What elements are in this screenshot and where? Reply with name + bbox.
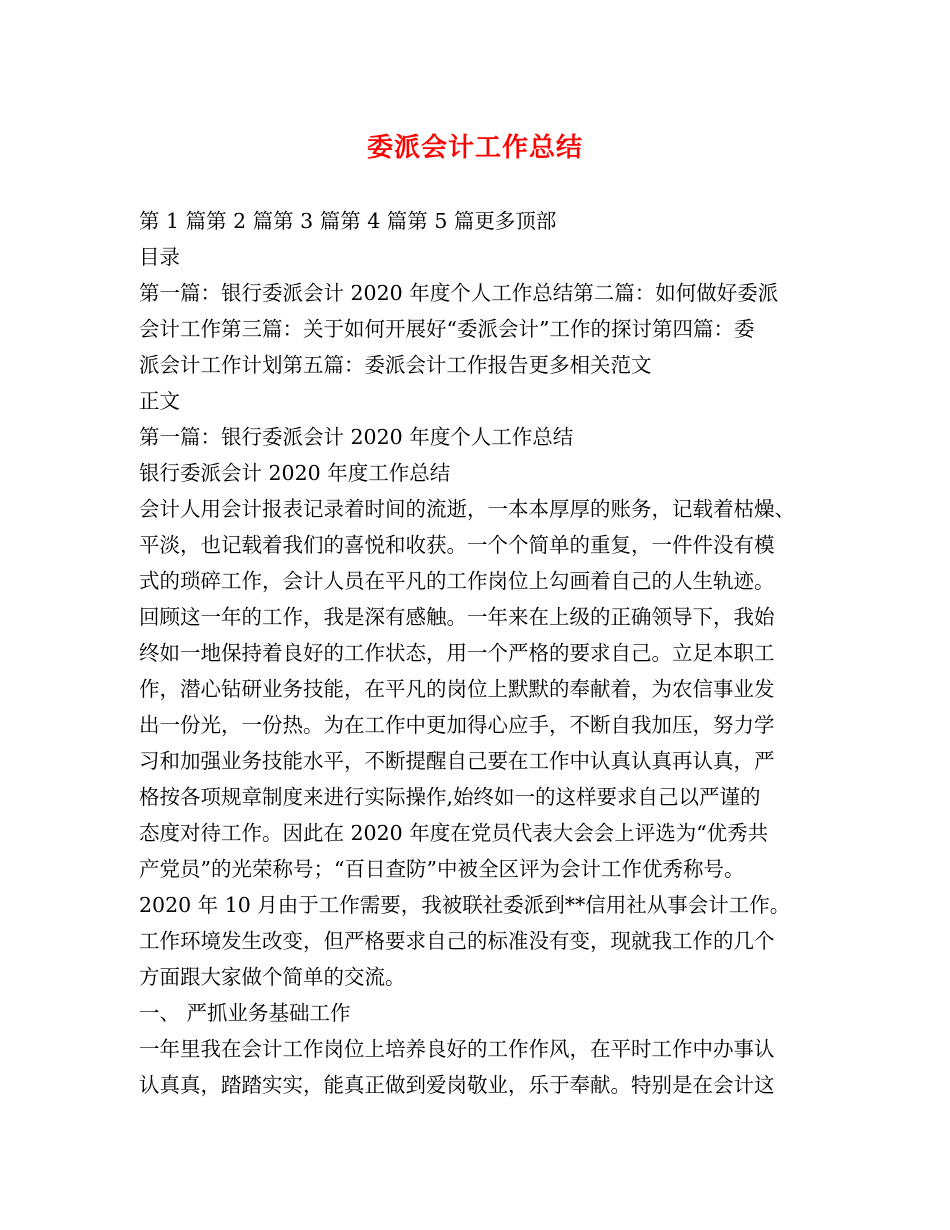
body-line: 会计人用会计报表记录着时间的流逝，一本本厚厚的账务，记载着枯燥、 bbox=[139, 497, 795, 521]
body-line: 式的琐碎工作，会计人员在平凡的工作岗位上勾画着自己的人生轨迹。 bbox=[139, 569, 775, 593]
body-line: 终如一地保持着良好的工作状态，用一个严格的要求自己。立足本职工 bbox=[139, 641, 775, 665]
body-line: 2020 年 10 月由于工作需要，我被联社委派到**信用社从事会计工作。 bbox=[139, 893, 791, 917]
document-body bbox=[139, 203, 829, 1103]
body-line: 出一份光，一份热。为在工作中更加得心应手，不断自我加压，努力学 bbox=[139, 713, 775, 737]
body-line: 回顾这一年的工作，我是深有感触。一年来在上级的正确领导下，我始 bbox=[139, 605, 775, 629]
body-line: 态度对待工作。因此在 2020 年度在党员代表大会会上评选为“优秀共 bbox=[139, 821, 769, 845]
body-line: 方面跟大家做个简单的交流。 bbox=[139, 965, 406, 989]
body-line: 产党员”的光荣称号；“百日查防”中被全区评为会计工作优秀称号。 bbox=[139, 857, 745, 881]
body-line: 平淡，也记载着我们的喜悦和收获。一个个简单的重复，一件件没有模 bbox=[139, 533, 775, 557]
body-line: 第 1 篇第 2 篇第 3 篇第 4 篇第 5 篇更多顶部 bbox=[139, 209, 557, 233]
body-line: 习和加强业务技能水平，不断提醒自己要在工作中认真认真再认真，严 bbox=[139, 749, 775, 773]
body-line: 会计工作第三篇：关于如何开展好“委派会计”工作的探讨第四篇：委 bbox=[139, 317, 755, 341]
body-line: 工作环境发生改变，但严格要求自己的标准没有变，现就我工作的几个 bbox=[139, 929, 775, 953]
body-line: 第一篇：银行委派会计 2020 年度个人工作总结第二篇：如何做好委派 bbox=[139, 281, 779, 305]
body-line: 正文 bbox=[139, 389, 180, 413]
body-line: 目录 bbox=[139, 245, 180, 269]
body-line: 第一篇：银行委派会计 2020 年度个人工作总结 bbox=[139, 425, 574, 449]
body-line: 派会计工作计划第五篇：委派会计工作报告更多相关范文 bbox=[139, 353, 652, 377]
body-line: 作，潜心钻研业务技能，在平凡的岗位上默默的奉献着，为农信事业发 bbox=[139, 677, 775, 701]
body-line: 格按各项规章制度来进行实际操作,始终如一的这样要求自己以严谨的 bbox=[139, 785, 761, 809]
body-line: 一、 严抓业务基础工作 bbox=[139, 1001, 351, 1025]
body-line: 一年里我在会计工作岗位上培养良好的工作作风，在平时工作中办事认 bbox=[139, 1037, 775, 1061]
body-line: 银行委派会计 2020 年度工作总结 bbox=[139, 461, 451, 485]
document-title: 委派会计工作总结 bbox=[366, 133, 583, 163]
body-line: 认真真，踏踏实实，能真正做到爱岗敬业，乐于奉献。特别是在会计这 bbox=[139, 1073, 775, 1097]
